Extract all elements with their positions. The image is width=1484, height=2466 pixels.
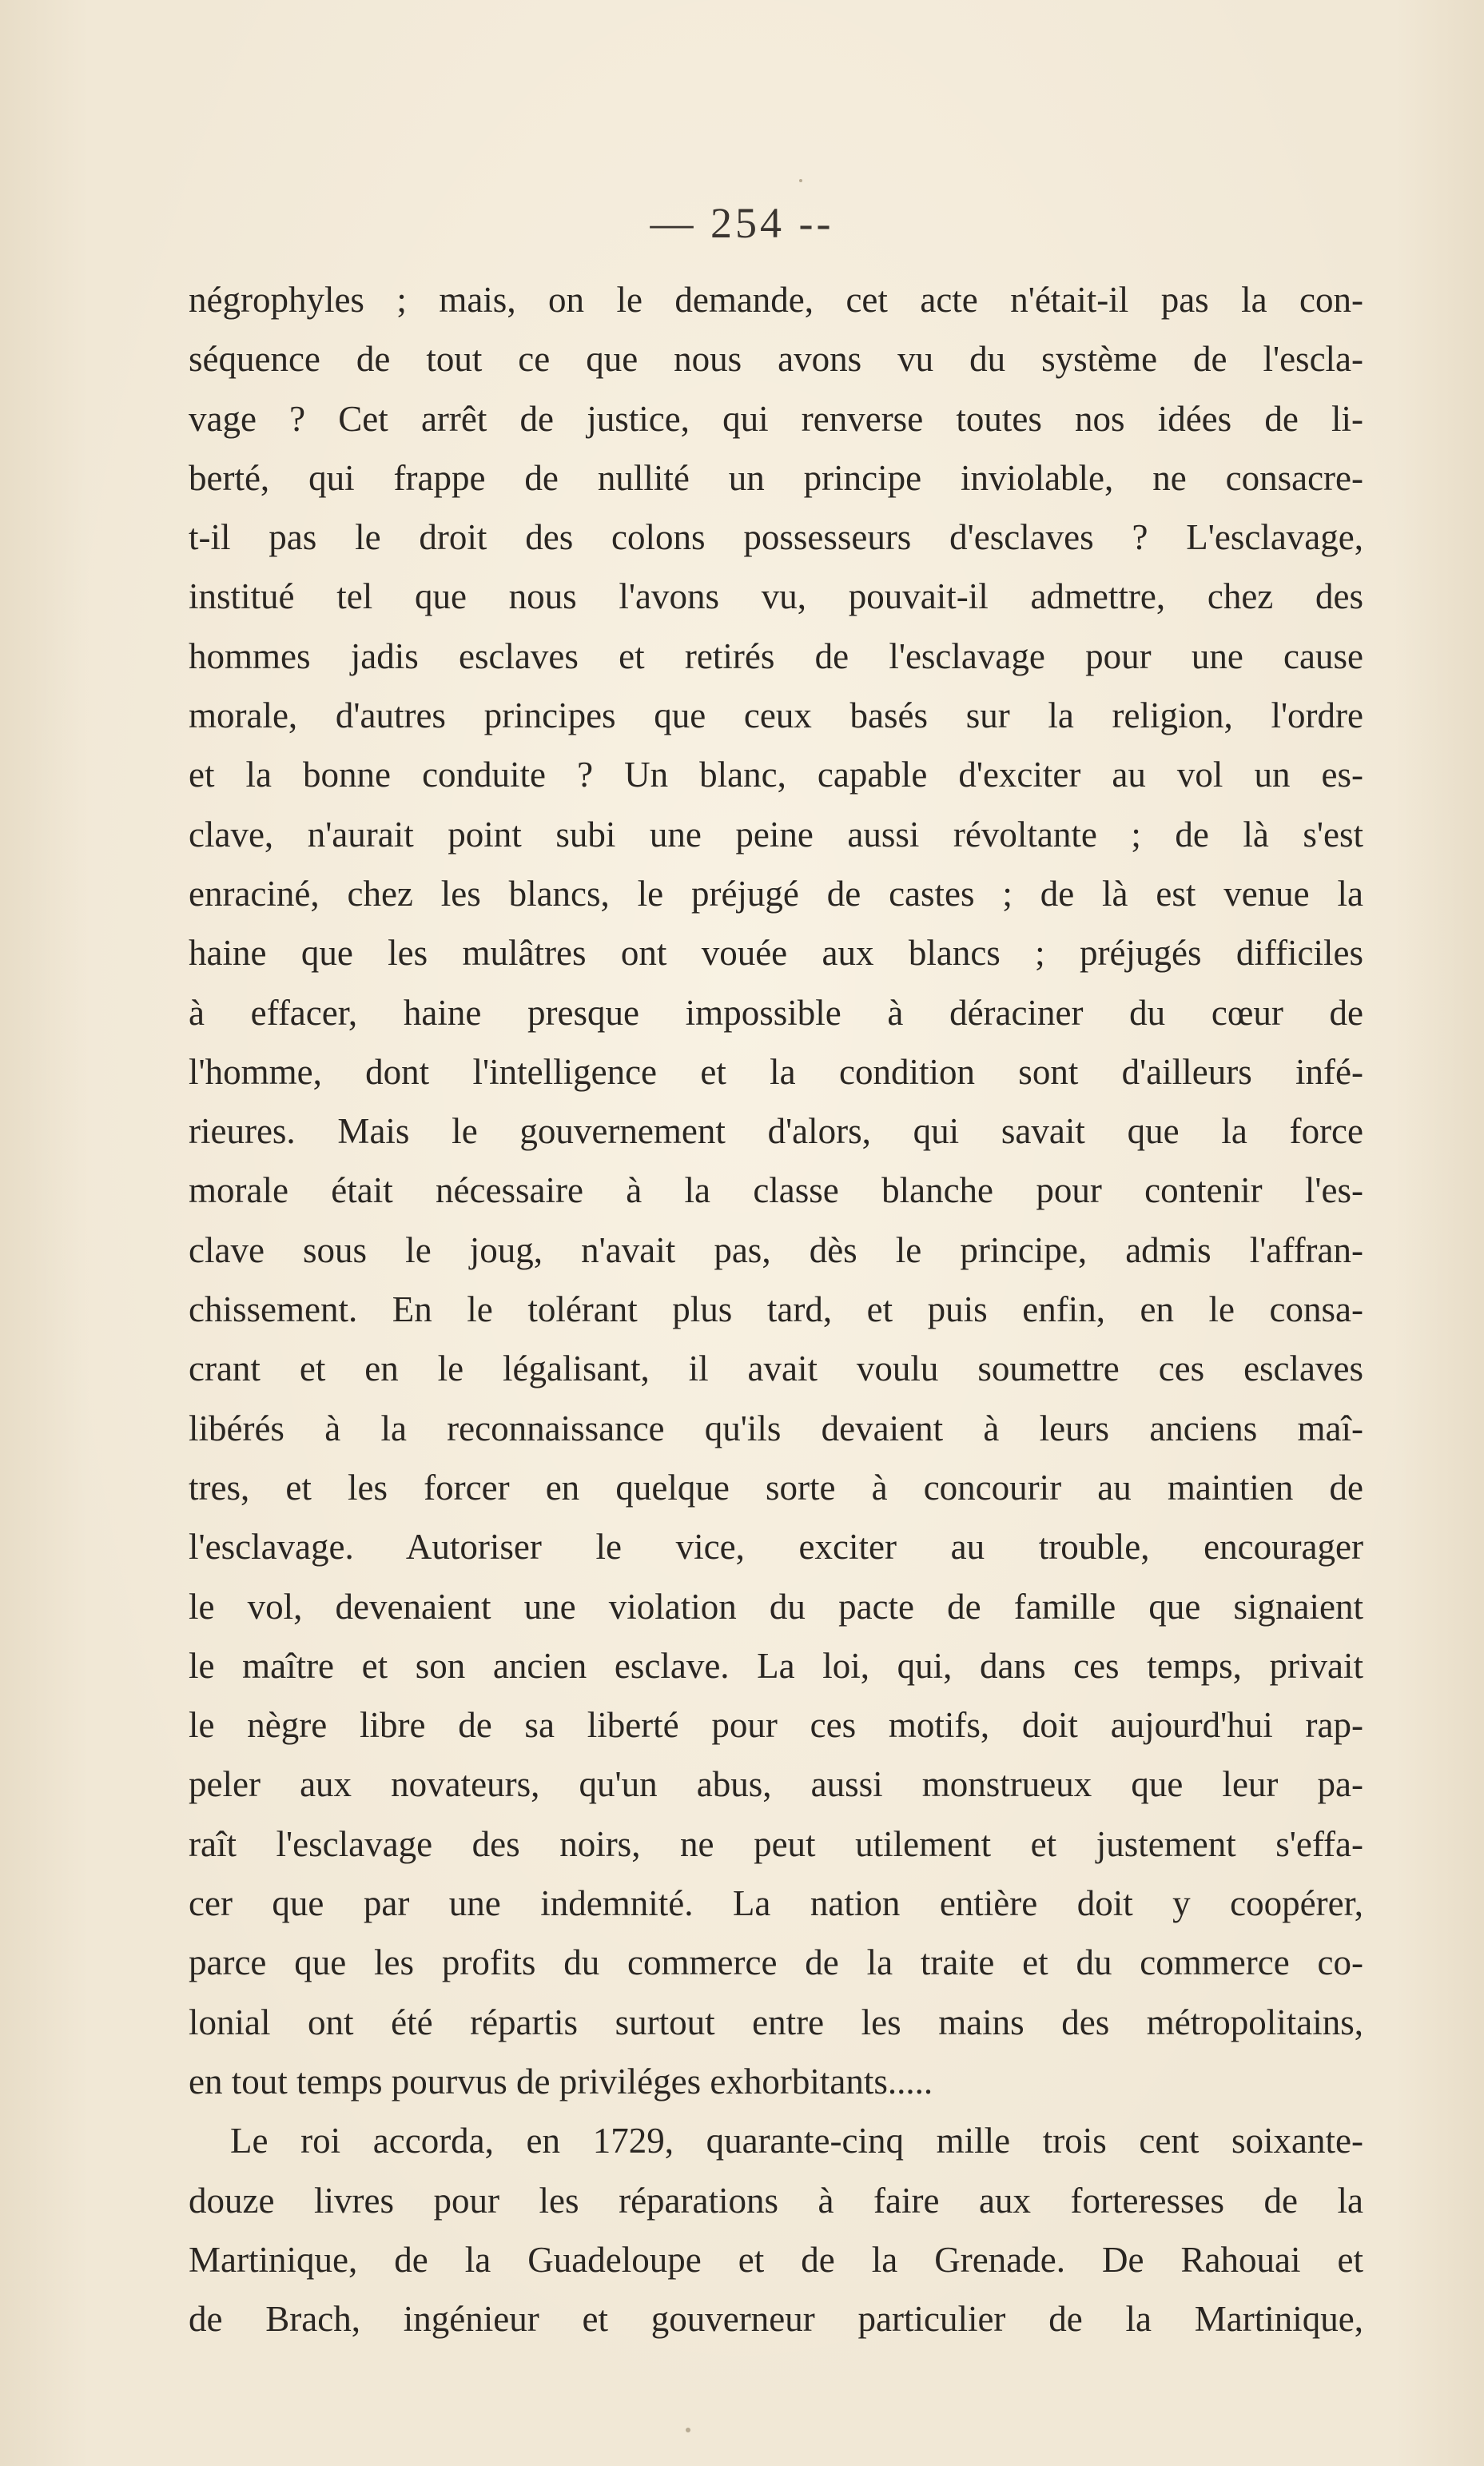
text-line: de Brach, ingénieur et gouverneur particulier de la Martinique, xyxy=(189,2299,1363,2340)
paper-speck xyxy=(686,2428,690,2432)
text-line: cer que par une indemnité. La nation entière doit y coopérer, xyxy=(189,1883,1363,1924)
text-line: négrophyles ; mais, on le demande, cet acte n'était-il pas la con- xyxy=(189,280,1363,320)
text-line: clave, n'aurait point subi une peine aussi révoltante ; de là s'est xyxy=(189,814,1363,855)
text-line: le maître et son ancien esclave. La loi, qui, dans ces temps, privait xyxy=(189,1645,1363,1686)
paragraph-2 xyxy=(189,2111,1363,2348)
text-line: vage ? Cet arrêt de justice, qui renverse toutes nos idées de li- xyxy=(189,398,1363,439)
text-line: raît l'esclavage des noirs, ne peut utilement et justement s'effa- xyxy=(189,1823,1363,1864)
text-line: le vol, devenaient une violation du pacte de famille que signaient xyxy=(189,1586,1363,1627)
paper-speck xyxy=(799,179,802,182)
text-line: morale était nécessaire à la classe blanche pour contenir l'es- xyxy=(189,1170,1363,1211)
text-line: t-il pas le droit des colons possesseurs d'esclaves ? L'esclavage, xyxy=(189,517,1363,558)
text-line: en tout temps pourvus de priviléges exhorbitants..... xyxy=(189,2061,933,2101)
body-text xyxy=(189,270,1363,2348)
text-line: Le roi accorda, en 1729, quarante-cinq mille trois cent soixante- xyxy=(230,2121,1363,2161)
text-line: berté, qui frappe de nullité un principe inviolable, ne consacre- xyxy=(189,457,1363,498)
text-line: douze livres pour les réparations à faire aux forteresses de la xyxy=(189,2180,1363,2221)
text-line: morale, d'autres principes que ceux basés sur la religion, l'ordre xyxy=(189,695,1363,736)
text-line: séquence de tout ce que nous avons vu du système de l'escla- xyxy=(189,339,1363,380)
text-line: l'esclavage. Autoriser le vice, exciter au trouble, encourager xyxy=(189,1527,1363,1568)
text-line: crant et en le légalisant, il avait voulu soumettre ces esclaves xyxy=(189,1349,1363,1389)
text-line: chissement. En le tolérant plus tard, et puis enfin, en le consa- xyxy=(189,1289,1363,1330)
text-line: Martinique, de la Guadeloupe et de la Grenade. De Rahouai et xyxy=(189,2239,1363,2280)
text-line: clave sous le joug, n'avait pas, dès le principe, admis l'affran- xyxy=(189,1229,1363,1270)
text-line: rieures. Mais le gouvernement d'alors, qui savait que la force xyxy=(189,1111,1363,1152)
text-line: haine que les mulâtres ont vouée aux blancs ; préjugés difficiles xyxy=(189,933,1363,974)
text-line: enraciné, chez les blancs, le préjugé de castes ; de là est venue la xyxy=(189,873,1363,914)
text-line: le nègre libre de sa liberté pour ces motifs, doit aujourd'hui rap- xyxy=(189,1705,1363,1746)
text-line: et la bonne conduite ? Un blanc, capable d'exciter au vol un es- xyxy=(189,755,1363,795)
text-line: peler aux novateurs, qu'un abus, aussi monstrueux que leur pa- xyxy=(189,1764,1363,1805)
text-line: parce que les profits du commerce de la traite et du commerce co- xyxy=(189,1942,1363,1983)
text-line: libérés à la reconnaissance qu'ils devaient à leurs anciens maî- xyxy=(189,1408,1363,1448)
text-line: lonial ont été répartis surtout entre les mains des métropolitains, xyxy=(189,2002,1363,2042)
paragraph-1 xyxy=(189,270,1363,2111)
text-line: institué tel que nous l'avons vu, pouvait-il admettre, chez des xyxy=(189,576,1363,617)
text-line: l'homme, dont l'intelligence et la condition sont d'ailleurs infé- xyxy=(189,1051,1363,1092)
text-line: tres, et les forcer en quelque sorte à concourir au maintien de xyxy=(189,1467,1363,1508)
page-number: — 254 -- xyxy=(650,199,834,247)
text-line: à effacer, haine presque impossible à déraciner du cœur de xyxy=(189,992,1363,1033)
text-line: hommes jadis esclaves et retirés de l'esclavage pour une cause xyxy=(189,635,1363,676)
